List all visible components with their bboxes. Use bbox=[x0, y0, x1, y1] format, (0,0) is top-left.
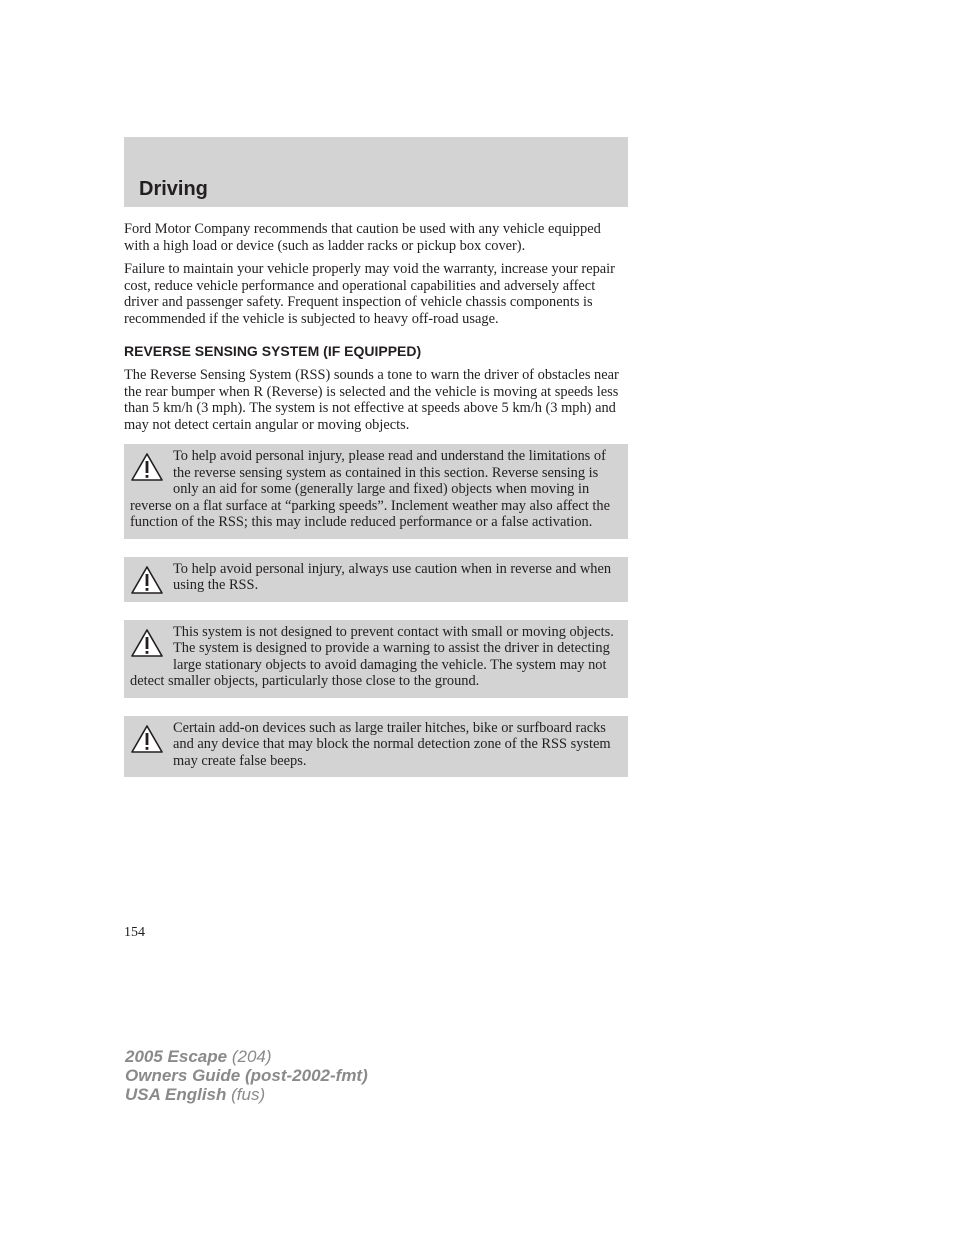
warning-text: To help avoid personal injury, always use caution when in reverse and when using the RSS. bbox=[173, 560, 612, 593]
warning-box bbox=[124, 620, 628, 698]
footer-line-model bbox=[125, 1047, 368, 1066]
footer-model-code: (204) bbox=[231, 1047, 272, 1066]
warning-text: This system is not designed to prevent contact with small or moving objects. The system is designed to provide a warning to assist the driver in detecting large stationary objects to avoid damaging the vehicle. The system may not detect smaller objects, particularly those close to the ground. bbox=[130, 623, 614, 689]
footer-language-code: (fus) bbox=[231, 1085, 266, 1104]
warning-text: To help avoid personal injury, please read and understand the limitations of the reverse sensing system as contained in this section. Reverse sensing is only an aid for some (generally large and fixed) objects when moving in reverse on a flat surface at “parking speeds”. Inclement weather may also affect the function of the RSS; this may include reduced performance or a false activation. bbox=[130, 448, 610, 530]
footer-model: 2005 Escape bbox=[125, 1047, 228, 1066]
page-content bbox=[124, 221, 628, 795]
warning-triangle-icon bbox=[130, 452, 164, 482]
warning-box bbox=[124, 444, 628, 539]
section-intro: The Reverse Sensing System (RSS) sounds a tone to warn the driver of obstacles near the rear bumper when R (Reverse) is selected and the vehicle is moving at speeds less than 5 km/h (3 mph). The system is not effective at speeds above 5 km/h (3 mph) and may not detect certain angular or moving objects. bbox=[124, 367, 619, 433]
warning-triangle-icon bbox=[130, 628, 164, 658]
footer-line-guide bbox=[125, 1066, 368, 1085]
warning-text: Certain add-on devices such as large trailer hitches, bike or surfboard racks and any device that may block the normal detection zone of the RSS system may create false beeps. bbox=[173, 719, 611, 769]
warning-triangle-icon bbox=[130, 565, 164, 595]
warning-box bbox=[124, 716, 628, 778]
document-footer bbox=[125, 1047, 368, 1104]
body-paragraph: Ford Motor Company recommends that caution be used with any vehicle equipped with a high load or device (such as ladder racks or pickup box cover). bbox=[124, 221, 601, 254]
section-header bbox=[124, 137, 628, 207]
footer-guide: Owners Guide (post-2002-fmt) bbox=[125, 1066, 368, 1085]
page-title: Driving bbox=[139, 178, 208, 200]
warning-triangle-icon bbox=[130, 724, 164, 754]
footer-language: USA English bbox=[125, 1085, 227, 1104]
footer-line-language bbox=[125, 1085, 368, 1104]
page-number: 154 bbox=[124, 925, 145, 940]
warning-box bbox=[124, 557, 628, 602]
section-heading: REVERSE SENSING SYSTEM (IF EQUIPPED) bbox=[124, 343, 422, 359]
body-paragraph: Failure to maintain your vehicle properly may void the warranty, increase your repair cost, reduce vehicle performance and operational capabilities and adversely affect driver and passenger safety. Frequent inspection of vehicle chassis components is recommended if the vehicle is subjected to heavy off-road usage. bbox=[124, 261, 615, 327]
